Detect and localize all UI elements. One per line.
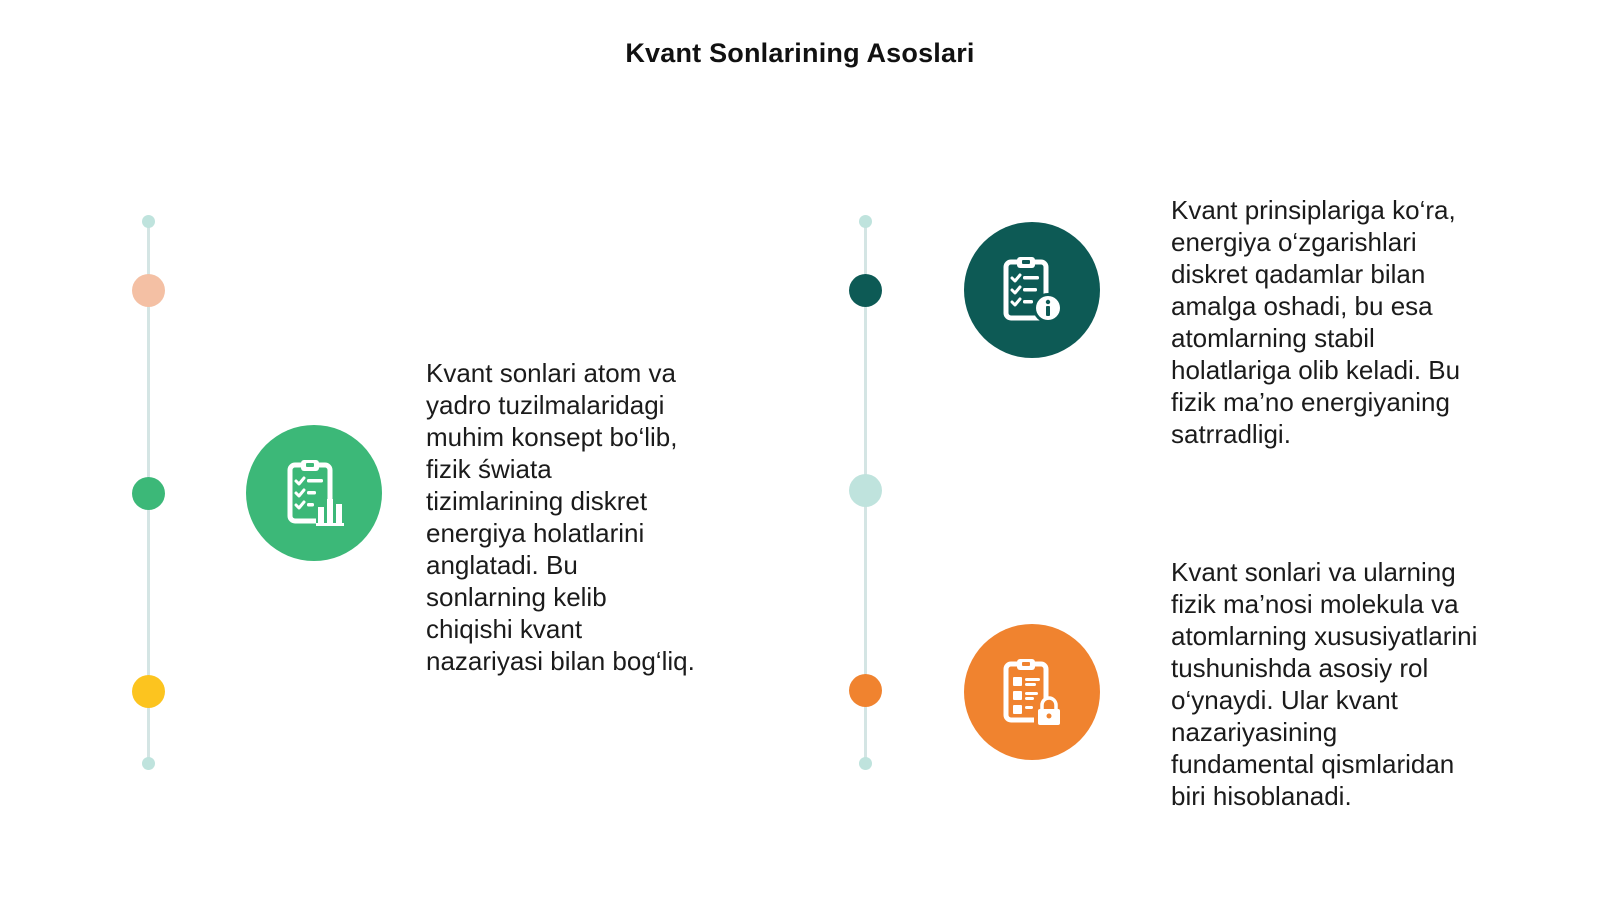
right-timeline-start-dot: [859, 215, 872, 228]
right-timeline-light-dot: [849, 474, 882, 507]
right-timeline-end-dot: [859, 757, 872, 770]
item-2-icon-circle: [964, 222, 1100, 358]
slide-title: Kvant Sonlarining Asoslari: [625, 38, 975, 68]
right-timeline-orange-dot: [849, 674, 882, 707]
left-timeline-peach-dot: [132, 274, 165, 307]
left-timeline-start-dot: [142, 215, 155, 228]
clipboard-chart-icon: [278, 457, 350, 529]
item-1-text: Kvant sonlari atom va yadro tuzilmalaridagi muhim konsept bo‘lib, fizik świata tizimlarining diskret energiya holatlarini anglatadi. Bu sonlarning kelib chiqishi kvant nazariyasi bilan bog‘liq.: [426, 358, 695, 676]
item-3-icon-circle: [964, 624, 1100, 760]
left-timeline-end-dot: [142, 757, 155, 770]
left-timeline-yellow-dot: [132, 675, 165, 708]
clipboard-lock-icon: [996, 656, 1068, 728]
item-1-icon-circle: [246, 425, 382, 561]
item-3-text: Kvant sonlari va ularning fizik ma’nosi molekula va atomlarning xususiyatlarini tushunishda asosiy rol o‘ynaydi. Ular kvant nazariyasining fundamental qismlaridan biri hisoblanadi.: [1171, 557, 1478, 811]
left-timeline-green-dot: [132, 477, 165, 510]
clipboard-info-icon: [996, 254, 1068, 326]
right-timeline-teal-dot: [849, 274, 882, 307]
item-2-text: Kvant prinsiplariga ko‘ra, energiya o‘zgarishlari diskret qadamlar bilan amalga oshadi, bu esa atomlarning stabil holatlariga olib keladi. Bu fizik ma’no energiyaning satrradligi.: [1171, 195, 1461, 449]
